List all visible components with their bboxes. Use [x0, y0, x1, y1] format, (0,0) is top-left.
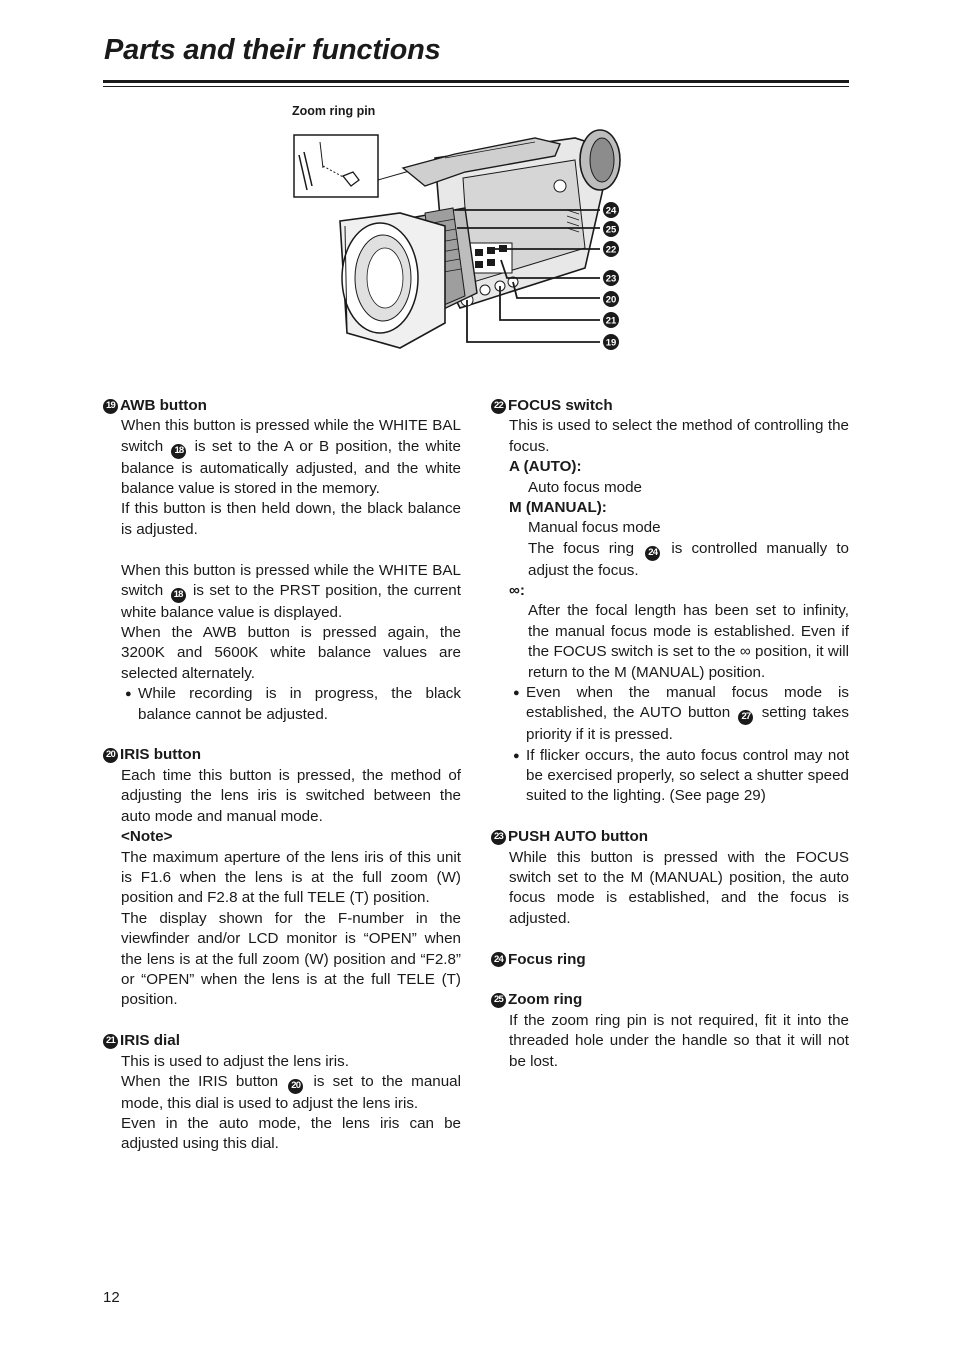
page-number: 12	[103, 1289, 120, 1306]
svg-text:20: 20	[605, 294, 617, 306]
paragraph: If this button is then held down, the black balance is adjusted.	[121, 500, 461, 538]
ref-badge: 20	[288, 1079, 303, 1094]
svg-text:21: 21	[605, 315, 617, 327]
item-iris-button	[103, 745, 461, 1010]
right-column	[491, 396, 849, 1092]
item-title: AWB button	[120, 397, 207, 414]
item-number-badge: 24	[491, 952, 506, 967]
callout-20	[603, 291, 619, 307]
option-label: A (AUTO):	[509, 458, 582, 476]
item-number-badge: 22	[491, 399, 506, 414]
item-title: Focus ring	[508, 950, 586, 968]
left-column	[103, 396, 461, 1175]
callout-22	[603, 241, 619, 257]
item-number-badge: 19	[103, 399, 118, 414]
item-title: PUSH AUTO button	[508, 828, 649, 846]
paragraph: When the AWB button is pressed again, the 3200K and 5600K white balance values are selected alternately.	[121, 624, 461, 682]
svg-text:19: 19	[605, 337, 617, 349]
bullet-item: ● If flicker occurs, the auto focus control may not be exercised properly, so select a shutter speed suited to the lighting. (See page 29)	[513, 746, 849, 805]
paragraph: When this button is pressed while the WHITE BAL switch 18 is set to the A or B position, the white balance is automatically adjusted, and the white balance value is stored in the memory.	[121, 417, 461, 497]
item-number-badge: 23	[491, 830, 506, 845]
callout-19	[603, 334, 619, 350]
paragraph: Each time this button is pressed, the method of adjusting the lens iris is switched between the auto mode and manual mode.	[121, 766, 461, 825]
item-zoom-ring	[491, 990, 849, 1072]
item-title: Zoom ring	[508, 991, 583, 1009]
svg-text:24: 24	[605, 205, 617, 217]
ref-badge: 27	[738, 710, 753, 725]
paragraph: While this button is pressed with the FOCUS switch set to the M (MANUAL) position, the auto focus mode is established, and the focus is adjusted.	[509, 848, 849, 927]
option-label: ∞:	[509, 581, 525, 599]
svg-text:23: 23	[605, 273, 617, 285]
item-iris-dial	[103, 1031, 461, 1155]
ref-badge: 24	[645, 546, 660, 561]
ref-badge: 18	[171, 444, 186, 459]
callout-24	[603, 202, 619, 218]
bullet-item: ● Even when the manual focus mode is established, the AUTO button 27 setting takes priority if it is pressed.	[513, 683, 849, 744]
option-text: Manual focus mode	[528, 519, 661, 537]
camera-illustration	[285, 118, 630, 358]
callout-25	[603, 221, 619, 237]
item-number-badge: 25	[491, 993, 506, 1008]
paragraph: The display shown for the F-number in the viewfinder and/or LCD monitor is “OPEN” when the lens is at the full zoom (W) position and “F2.8” or “OPEN” when the lens is at the full TELE (T) position.	[121, 909, 461, 1009]
item-push-auto-button	[491, 827, 849, 929]
paragraph: This is used to select the method of controlling the focus.	[509, 417, 849, 455]
item-title: FOCUS switch	[508, 397, 613, 414]
svg-text:25: 25	[605, 224, 617, 236]
figure-caption: Zoom ring pin	[292, 104, 376, 118]
callout-23	[603, 270, 619, 286]
paragraph: When this button is pressed while the WHITE BAL switch 18 is set to the PRST position, the current white balance value is displayed.	[121, 561, 461, 621]
ref-badge: 18	[171, 588, 186, 603]
paragraph: If the zoom ring pin is not required, fit it into the threaded hole under the handle so that it will not be lost.	[509, 1011, 849, 1070]
option-text: After the focal length has been set to infinity, the manual focus mode is established. Even if the FOCUS switch is set to the ∞ position, it will return to the M (MANUAL) position.	[528, 602, 849, 681]
paragraph: This is used to adjust the lens iris.	[121, 1052, 349, 1070]
note-label: <Note>	[121, 828, 173, 846]
option-label: M (MANUAL):	[509, 499, 607, 517]
item-number-badge: 20	[103, 748, 118, 763]
paragraph: Even in the auto mode, the lens iris can be adjusted using this dial.	[121, 1115, 461, 1153]
item-awb-button	[103, 396, 461, 725]
item-focus-switch	[491, 396, 849, 807]
item-focus-ring	[491, 950, 849, 970]
option-text: The focus ring 24 is controlled manually to adjust the focus.	[528, 539, 849, 579]
paragraph: When the IRIS button 20 is set to the manual mode, this dial is used to adjust the lens iris.	[121, 1072, 461, 1112]
paragraph: The maximum aperture of the lens iris of this unit is F1.6 when the lens is at the full zoom (W) position and F2.8 at the full TELE (T) position.	[121, 848, 461, 907]
bullet-item: ● While recording is in progress, the black balance cannot be adjusted.	[125, 685, 461, 723]
callout-21	[603, 312, 619, 328]
page-title: Parts and their functions	[104, 34, 441, 66]
item-title: IRIS button	[120, 746, 201, 764]
item-title: IRIS dial	[120, 1032, 180, 1050]
title-rule-thin	[103, 86, 849, 87]
title-rule-thick	[103, 80, 849, 83]
option-text: Auto focus mode	[528, 478, 642, 496]
svg-text:22: 22	[605, 244, 617, 256]
item-number-badge: 21	[103, 1034, 118, 1049]
